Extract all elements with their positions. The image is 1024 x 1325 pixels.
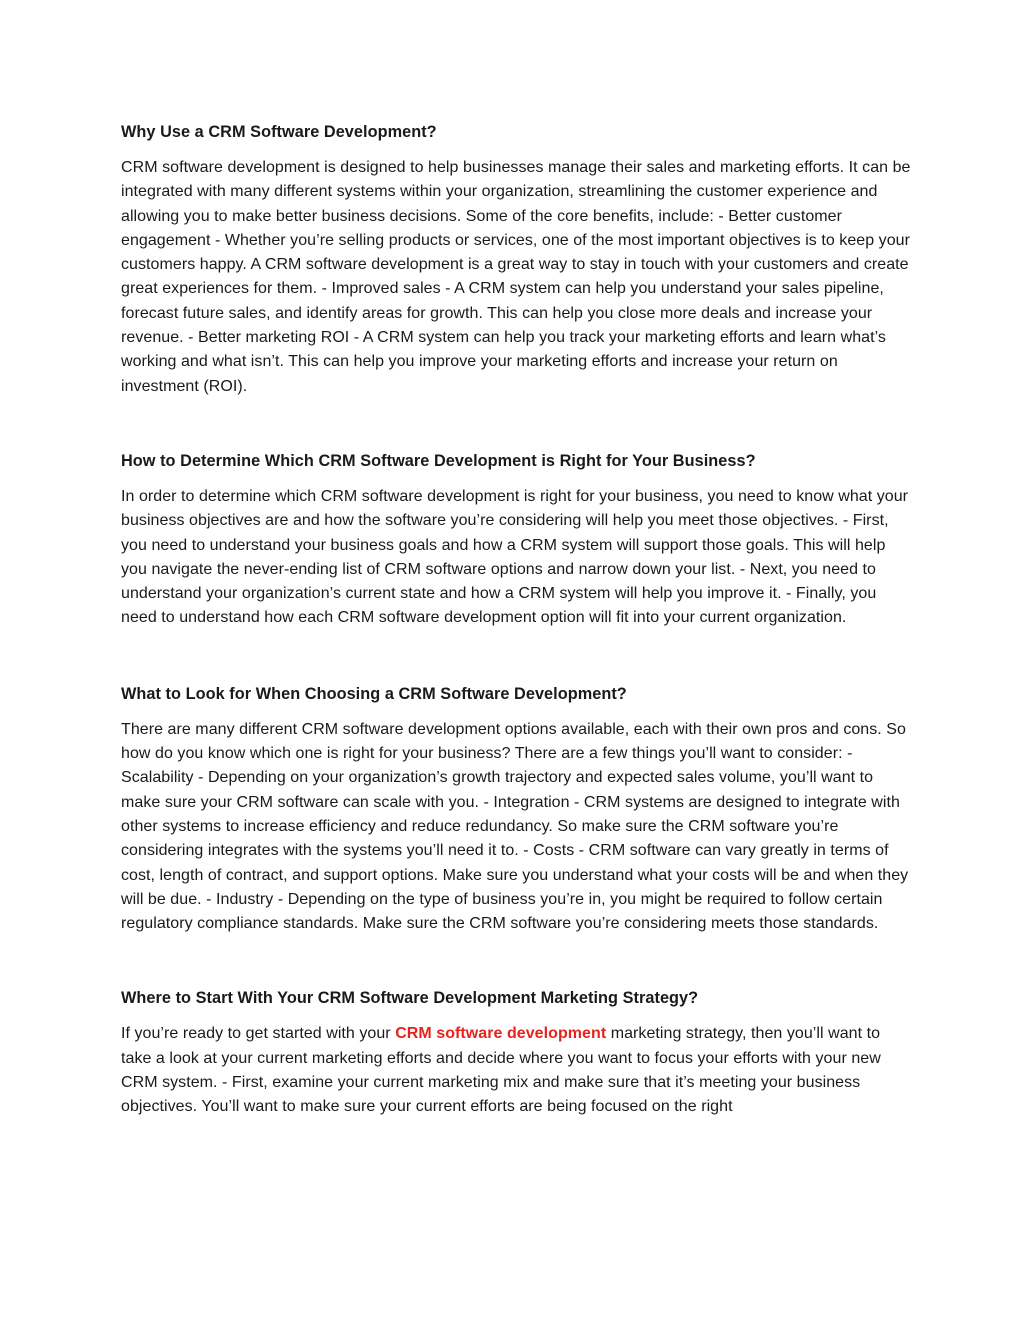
section-what-to-look-for — [121, 682, 911, 937]
section-spacer — [121, 399, 911, 449]
section-spacer — [121, 631, 911, 682]
section-body — [121, 1022, 911, 1119]
section-heading: Why Use a CRM Software Development? — [121, 123, 437, 141]
section-where-to-start — [121, 986, 911, 1119]
body-text-after-link: marketing strategy, then you’ll want to take a look at your current marketing efforts and decide where you want to focus your efforts with your new CRM system. - First, examine your current marketing mix and make sure that it’s meeting your business objectives. You’ll want to make sure your current efforts are being focused on the right — [121, 1025, 881, 1116]
crm-software-development-link[interactable]: CRM software development — [395, 1025, 607, 1043]
document-page — [121, 120, 911, 1120]
section-spacer — [121, 936, 911, 986]
section-body: In order to determine which CRM software development is right for your business, you need to know what your business objectives are and how the software you’re considering will help you meet those objectives. - First, you need to understand your business goals and how a CRM system will support those goals. This will help you navigate the never-ending list of CRM software options and narrow down your list. - Next, you need to understand your organization’s current state and how a CRM system will help you improve it. - Finally, you need to understand how each CRM software development option will fit into your current organization. — [121, 487, 909, 627]
section-heading: What to Look for When Choosing a CRM Software Development? — [121, 684, 627, 703]
body-text-before-link: If you’re ready to get started with your — [121, 1025, 396, 1043]
section-heading: Where to Start With Your CRM Software Development Marketing Strategy? — [121, 989, 699, 1008]
section-why-use-crm — [121, 120, 911, 399]
section-heading: How to Determine Which CRM Software Development is Right for Your Business? — [121, 451, 756, 470]
section-body: There are many different CRM software development options available, each with their own pros and cons. So how do you know which one is right for your business? There are a few things you’ll want to consider: - Scalability - Depending on your organization’s growth trajectory and expected sales volume, you’ll want to make sure your CRM software can scale with you. - Integration - CRM systems are designed to integrate with other systems to increase efficiency and reduce redundancy. So make sure the CRM software you’re considering integrates with the systems you’ll need it to. - Costs - CRM software can vary greatly in terms of cost, length of contract, and support options. Make sure you understand what your costs will be and when they will be due. - Industry - Depending on the type of business you’re in, you might be required to follow certain regulatory compliance standards. Make sure the CRM software you’re considering meets those standards. — [121, 720, 909, 933]
section-determine-crm — [121, 449, 911, 631]
section-body: CRM software development is designed to help businesses manage their sales and marketing efforts. It can be integrated with many different systems within your organization, streamlining the customer experience and allowing you to make better business decisions. Some of the core benefits, include: - Better customer engagement - Whether you’re selling products or services, one of the most important objectives is to keep your customers happy. A CRM software development is a great way to stay in touch with your customers and create great experiences for them. - Improved sales - A CRM system can help you understand your sales pipeline, forecast future sales, and identify areas for growth. This can help you close more deals and increase your revenue. - Better marketing ROI - A CRM system can help you track your marketing efforts and learn what’s working and what isn’t. This can help you improve your marketing efforts and increase your return on investment (ROI). — [121, 159, 911, 395]
